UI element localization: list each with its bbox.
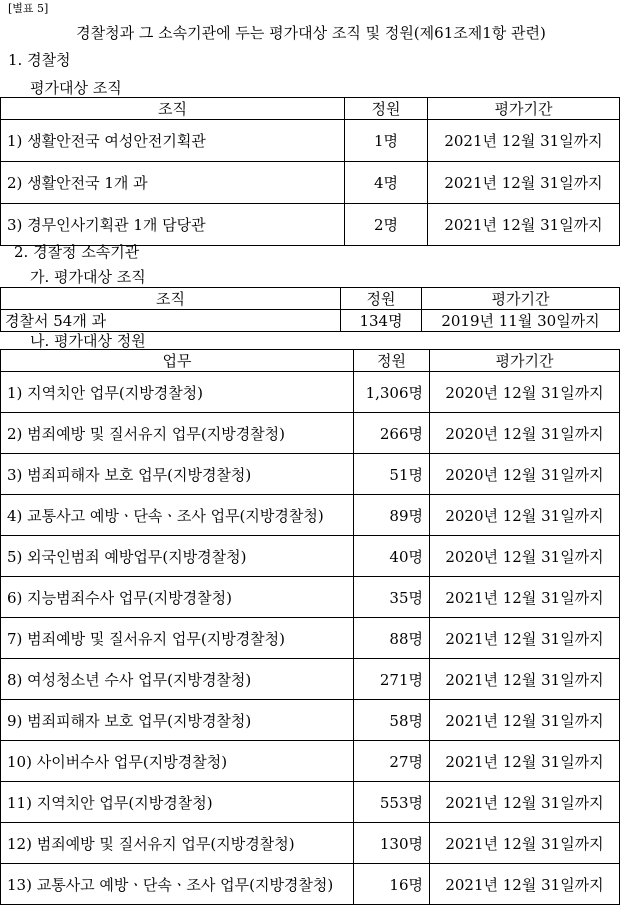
cell-task: 11) 지역치안 업무(지방경찰청) bbox=[1, 782, 354, 823]
table-row bbox=[1, 618, 620, 659]
cell-quota: 2명 bbox=[345, 204, 428, 246]
table-row bbox=[1, 823, 620, 864]
cell-task: 6) 지능범죄수사 업무(지방경찰청) bbox=[1, 577, 354, 618]
cell-quota: 1,306명 bbox=[354, 372, 430, 413]
cell-task: 2) 범죄예방 및 질서유지 업무(지방경찰청) bbox=[1, 413, 354, 454]
cell-period: 2020년 12월 31일까지 bbox=[430, 372, 620, 413]
document-title: 경찰청과 그 소속기관에 두는 평가대상 조직 및 정원(제61조제1항 관련) bbox=[76, 24, 546, 42]
cell-task: 9) 범죄피해자 보호 업무(지방경찰청) bbox=[1, 700, 354, 741]
table-row bbox=[1, 577, 620, 618]
cell-period: 2019년 11월 30일까지 bbox=[422, 310, 620, 332]
table-row bbox=[1, 162, 620, 204]
cell-period: 2020년 12월 31일까지 bbox=[430, 454, 620, 495]
cell-quota: 51명 bbox=[354, 454, 430, 495]
cell-period: 2020년 12월 31일까지 bbox=[430, 495, 620, 536]
cell-quota: 27명 bbox=[354, 741, 430, 782]
column-header-period: 평가기간 bbox=[428, 98, 620, 120]
cell-period: 2020년 12월 31일까지 bbox=[430, 413, 620, 454]
annex-label: [별표 5] bbox=[8, 2, 49, 15]
cell-task: 3) 범죄피해자 보호 업무(지방경찰청) bbox=[1, 454, 354, 495]
cell-quota: 16명 bbox=[354, 864, 430, 905]
cell-period: 2021년 12월 31일까지 bbox=[430, 700, 620, 741]
column-header-quota: 정원 bbox=[341, 288, 422, 310]
cell-quota: 134명 bbox=[341, 310, 422, 332]
section1-heading: 1. 경찰청 bbox=[8, 51, 71, 69]
cell-period: 2021년 12월 31일까지 bbox=[430, 864, 620, 905]
cell-quota: 1명 bbox=[345, 120, 428, 162]
cell-organization: 2) 생활안전국 1개 과 bbox=[1, 162, 345, 204]
cell-period: 2021년 12월 31일까지 bbox=[430, 741, 620, 782]
cell-period: 2021년 12월 31일까지 bbox=[430, 618, 620, 659]
column-header-quota: 정원 bbox=[345, 98, 428, 120]
cell-period: 2021년 12월 31일까지 bbox=[428, 204, 620, 246]
table-row bbox=[1, 204, 620, 246]
cell-organization: 3) 경무인사기획관 1개 담당관 bbox=[1, 204, 345, 246]
cell-period: 2021년 12월 31일까지 bbox=[430, 782, 620, 823]
cell-task: 13) 교통사고 예방ㆍ단속ㆍ조사 업무(지방경찰청) bbox=[1, 864, 354, 905]
table-row bbox=[1, 536, 620, 577]
section1-table bbox=[0, 97, 620, 246]
table-row bbox=[1, 413, 620, 454]
cell-organization: 경찰서 54개 과 bbox=[1, 310, 341, 332]
table-row bbox=[1, 782, 620, 823]
table-row bbox=[1, 741, 620, 782]
cell-organization: 1) 생활안전국 여성안전기획관 bbox=[1, 120, 345, 162]
cell-quota: 35명 bbox=[354, 577, 430, 618]
cell-quota: 88명 bbox=[354, 618, 430, 659]
section2b-table bbox=[0, 349, 620, 905]
table-header-row bbox=[1, 98, 620, 120]
table-header-row bbox=[1, 350, 620, 372]
cell-task: 7) 범죄예방 및 질서유지 업무(지방경찰청) bbox=[1, 618, 354, 659]
cell-task: 12) 범죄예방 및 질서유지 업무(지방경찰청) bbox=[1, 823, 354, 864]
column-header-organization: 조직 bbox=[1, 288, 341, 310]
cell-quota: 271명 bbox=[354, 659, 430, 700]
table-row bbox=[1, 864, 620, 905]
cell-period: 2020년 12월 31일까지 bbox=[430, 536, 620, 577]
cell-task: 8) 여성청소년 수사 업무(지방경찰청) bbox=[1, 659, 354, 700]
cell-period: 2021년 12월 31일까지 bbox=[430, 659, 620, 700]
cell-quota: 89명 bbox=[354, 495, 430, 536]
cell-task: 5) 외국인범죄 예방업무(지방경찰청) bbox=[1, 536, 354, 577]
column-header-period: 평가기간 bbox=[430, 350, 620, 372]
cell-quota: 58명 bbox=[354, 700, 430, 741]
cell-quota: 266명 bbox=[354, 413, 430, 454]
table-row bbox=[1, 495, 620, 536]
column-header-organization: 조직 bbox=[1, 98, 345, 120]
cell-task: 10) 사이버수사 업무(지방경찰청) bbox=[1, 741, 354, 782]
cell-task: 4) 교통사고 예방ㆍ단속ㆍ조사 업무(지방경찰청) bbox=[1, 495, 354, 536]
column-header-task: 업무 bbox=[1, 350, 354, 372]
section2-heading: 2. 경찰청 소속기관 bbox=[14, 243, 140, 261]
cell-task: 1) 지역치안 업무(지방경찰청) bbox=[1, 372, 354, 413]
cell-quota: 40명 bbox=[354, 536, 430, 577]
column-header-quota: 정원 bbox=[354, 350, 430, 372]
cell-period: 2021년 12월 31일까지 bbox=[430, 823, 620, 864]
table-row bbox=[1, 700, 620, 741]
cell-quota: 4명 bbox=[345, 162, 428, 204]
table-row bbox=[1, 454, 620, 495]
column-header-period: 평가기간 bbox=[422, 288, 620, 310]
section1-subheading: 평가대상 조직 bbox=[30, 79, 122, 97]
cell-quota: 130명 bbox=[354, 823, 430, 864]
table-row bbox=[1, 372, 620, 413]
cell-quota: 553명 bbox=[354, 782, 430, 823]
section2b-heading: 나. 평가대상 정원 bbox=[30, 332, 146, 350]
table-row bbox=[1, 120, 620, 162]
cell-period: 2021년 12월 31일까지 bbox=[430, 577, 620, 618]
cell-period: 2021년 12월 31일까지 bbox=[428, 120, 620, 162]
table-row bbox=[1, 659, 620, 700]
section2a-table bbox=[0, 287, 620, 332]
section2a-heading: 가. 평가대상 조직 bbox=[30, 268, 146, 286]
table-header-row bbox=[1, 288, 620, 310]
cell-period: 2021년 12월 31일까지 bbox=[428, 162, 620, 204]
table-row bbox=[1, 310, 620, 332]
